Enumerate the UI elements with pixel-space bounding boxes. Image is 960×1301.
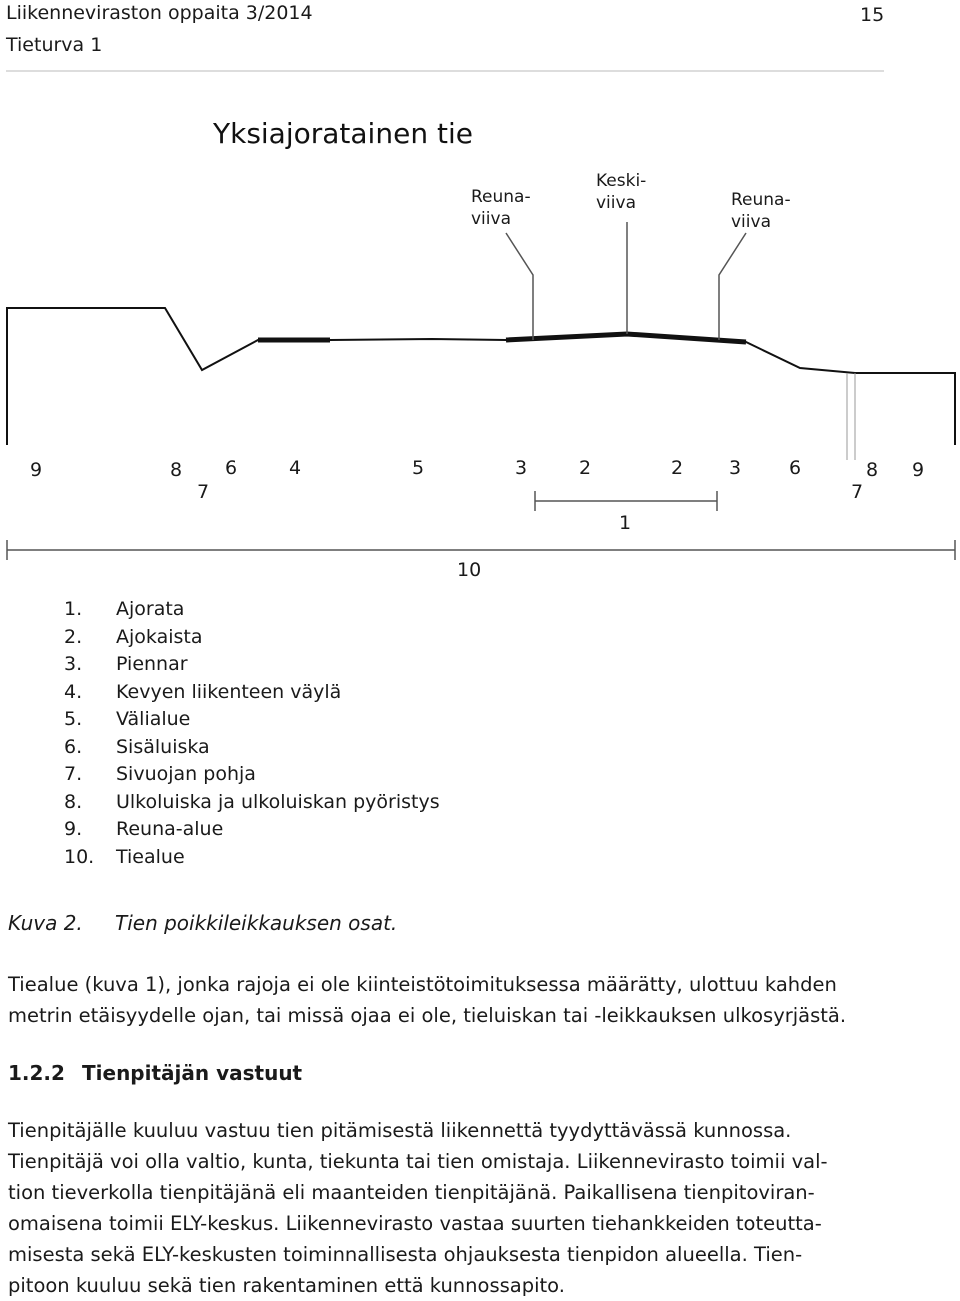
- legend-item: [64, 789, 440, 817]
- label-10: 10: [457, 559, 482, 581]
- callout-text: viiva: [596, 193, 636, 213]
- legend-number: 7.: [64, 763, 83, 785]
- paragraph-line: misesta sekä ELY-keskusten toiminnallisesta ohjauksesta tienpidon alueella. Tien-: [8, 1243, 803, 1266]
- legend-text: Piennar: [116, 653, 188, 675]
- legend-item: [64, 761, 440, 789]
- legend-text: Ajokaista: [116, 625, 203, 648]
- legend-number: 6.: [64, 735, 83, 758]
- legend-number: 3.: [64, 653, 83, 675]
- road-profile-line: [7, 308, 955, 445]
- label-3-left: 3: [515, 457, 528, 479]
- legend-item: [64, 679, 440, 707]
- label-1: 1: [619, 512, 632, 534]
- callout-text: viiva: [471, 209, 511, 229]
- label-9-left: 9: [30, 459, 43, 481]
- legend-text: Ajorata: [116, 598, 185, 620]
- paragraph-line: pitoon kuuluu sekä tien rakentaminen että kunnossapito.: [8, 1274, 565, 1297]
- legend-number: 8.: [64, 790, 83, 813]
- legend-text: Sivuojan pohja: [116, 763, 256, 785]
- figure-caption-text: Tien poikkileikkauksen osat.: [115, 911, 398, 935]
- legend-item: [64, 624, 440, 652]
- callout-text: Reuna-: [471, 187, 531, 207]
- legend-item: [64, 596, 440, 624]
- callout-center-line: [596, 170, 646, 214]
- paragraph-line: Tienpitäjälle kuuluu vastuu tien pitämisestä liikennettä tyydyttävässä kunnossa.: [8, 1119, 792, 1142]
- page-number: 15: [860, 4, 885, 26]
- label-6-left: 6: [225, 457, 238, 479]
- paragraph-road-area: [8, 969, 886, 1031]
- legend-text: Ulkoluiska ja ulkoluiskan pyöristys: [116, 790, 440, 813]
- legend-item: [64, 844, 440, 872]
- label-9-right: 9: [912, 459, 925, 481]
- figure-legend: [64, 596, 440, 871]
- legend-number: 10.: [64, 845, 95, 868]
- callout-text: viiva: [731, 212, 771, 232]
- paragraph-line: Tienpitäjä voi olla valtio, kunta, tiekunta tai tien omistaja. Liikennevirasto toimii val-: [8, 1150, 828, 1173]
- label-5: 5: [412, 457, 425, 479]
- label-3-right: 3: [729, 457, 742, 479]
- diagram-title: Yksiajoratainen tie: [213, 117, 473, 150]
- legend-text: Välialue: [116, 708, 191, 730]
- right-edge-line-leader: [719, 233, 746, 340]
- paragraph-line: omaisena toimii ELY-keskus. Liikennevirasto vastaa suurten tiehankkeiden toteutta-: [8, 1212, 822, 1235]
- legend-number: 1.: [64, 598, 83, 620]
- section-title: Tienpitäjän vastuut: [82, 1061, 303, 1085]
- label-4: 4: [289, 457, 302, 479]
- legend-text: Tiealue: [116, 845, 185, 868]
- legend-item: [64, 816, 440, 844]
- callout-left-edge-line: [471, 186, 531, 230]
- legend-text: Reuna-alue: [116, 818, 224, 840]
- paragraph-line: metrin etäisyydelle ojan, tai missä ojaa ei ole, tieluiskan tai -leikkauksen ulkosyrjästä.: [8, 1004, 847, 1027]
- paragraph-road-keeper: [8, 1115, 886, 1301]
- paragraph-line: Tiealue (kuva 1), jonka rajoja ei ole kiinteistötoimituksessa määrätty, ulottuu kahden: [8, 973, 837, 996]
- legend-number: 4.: [64, 680, 83, 703]
- paragraph-line: tion tieverkolla tienpitäjänä eli maanteiden tienpitäjänä. Paikallisena tienpitoviran-: [8, 1181, 815, 1204]
- legend-number: 9.: [64, 818, 83, 840]
- legend-item: [64, 734, 440, 762]
- carriageway-surface: [506, 334, 746, 342]
- cross-section-diagram: [0, 0, 960, 600]
- callout-right-edge-line: [731, 189, 791, 233]
- label-7-left: 7: [197, 481, 210, 503]
- section-number: 1.2.2: [8, 1061, 65, 1085]
- label-7-right: 7: [851, 481, 864, 503]
- label-2-left: 2: [579, 457, 592, 479]
- label-2-right: 2: [671, 457, 684, 479]
- legend-item: [64, 651, 440, 679]
- label-8-right: 8: [866, 459, 879, 481]
- left-edge-line-leader: [506, 233, 533, 340]
- legend-item: [64, 706, 440, 734]
- callout-text: Reuna-: [731, 190, 791, 210]
- legend-text: Sisäluiska: [116, 735, 210, 758]
- legend-number: 5.: [64, 708, 83, 730]
- publication-subtitle: Tieturva 1: [6, 34, 103, 56]
- legend-number: 2.: [64, 625, 83, 648]
- label-8-left: 8: [170, 459, 183, 481]
- legend-text: Kevyen liikenteen väylä: [116, 680, 342, 703]
- callout-text: Keski-: [596, 171, 647, 191]
- figure-caption-label: Kuva 2.: [8, 911, 83, 935]
- label-6-right: 6: [789, 457, 802, 479]
- publication-title: Liikenneviraston oppaita 3/2014: [6, 2, 313, 24]
